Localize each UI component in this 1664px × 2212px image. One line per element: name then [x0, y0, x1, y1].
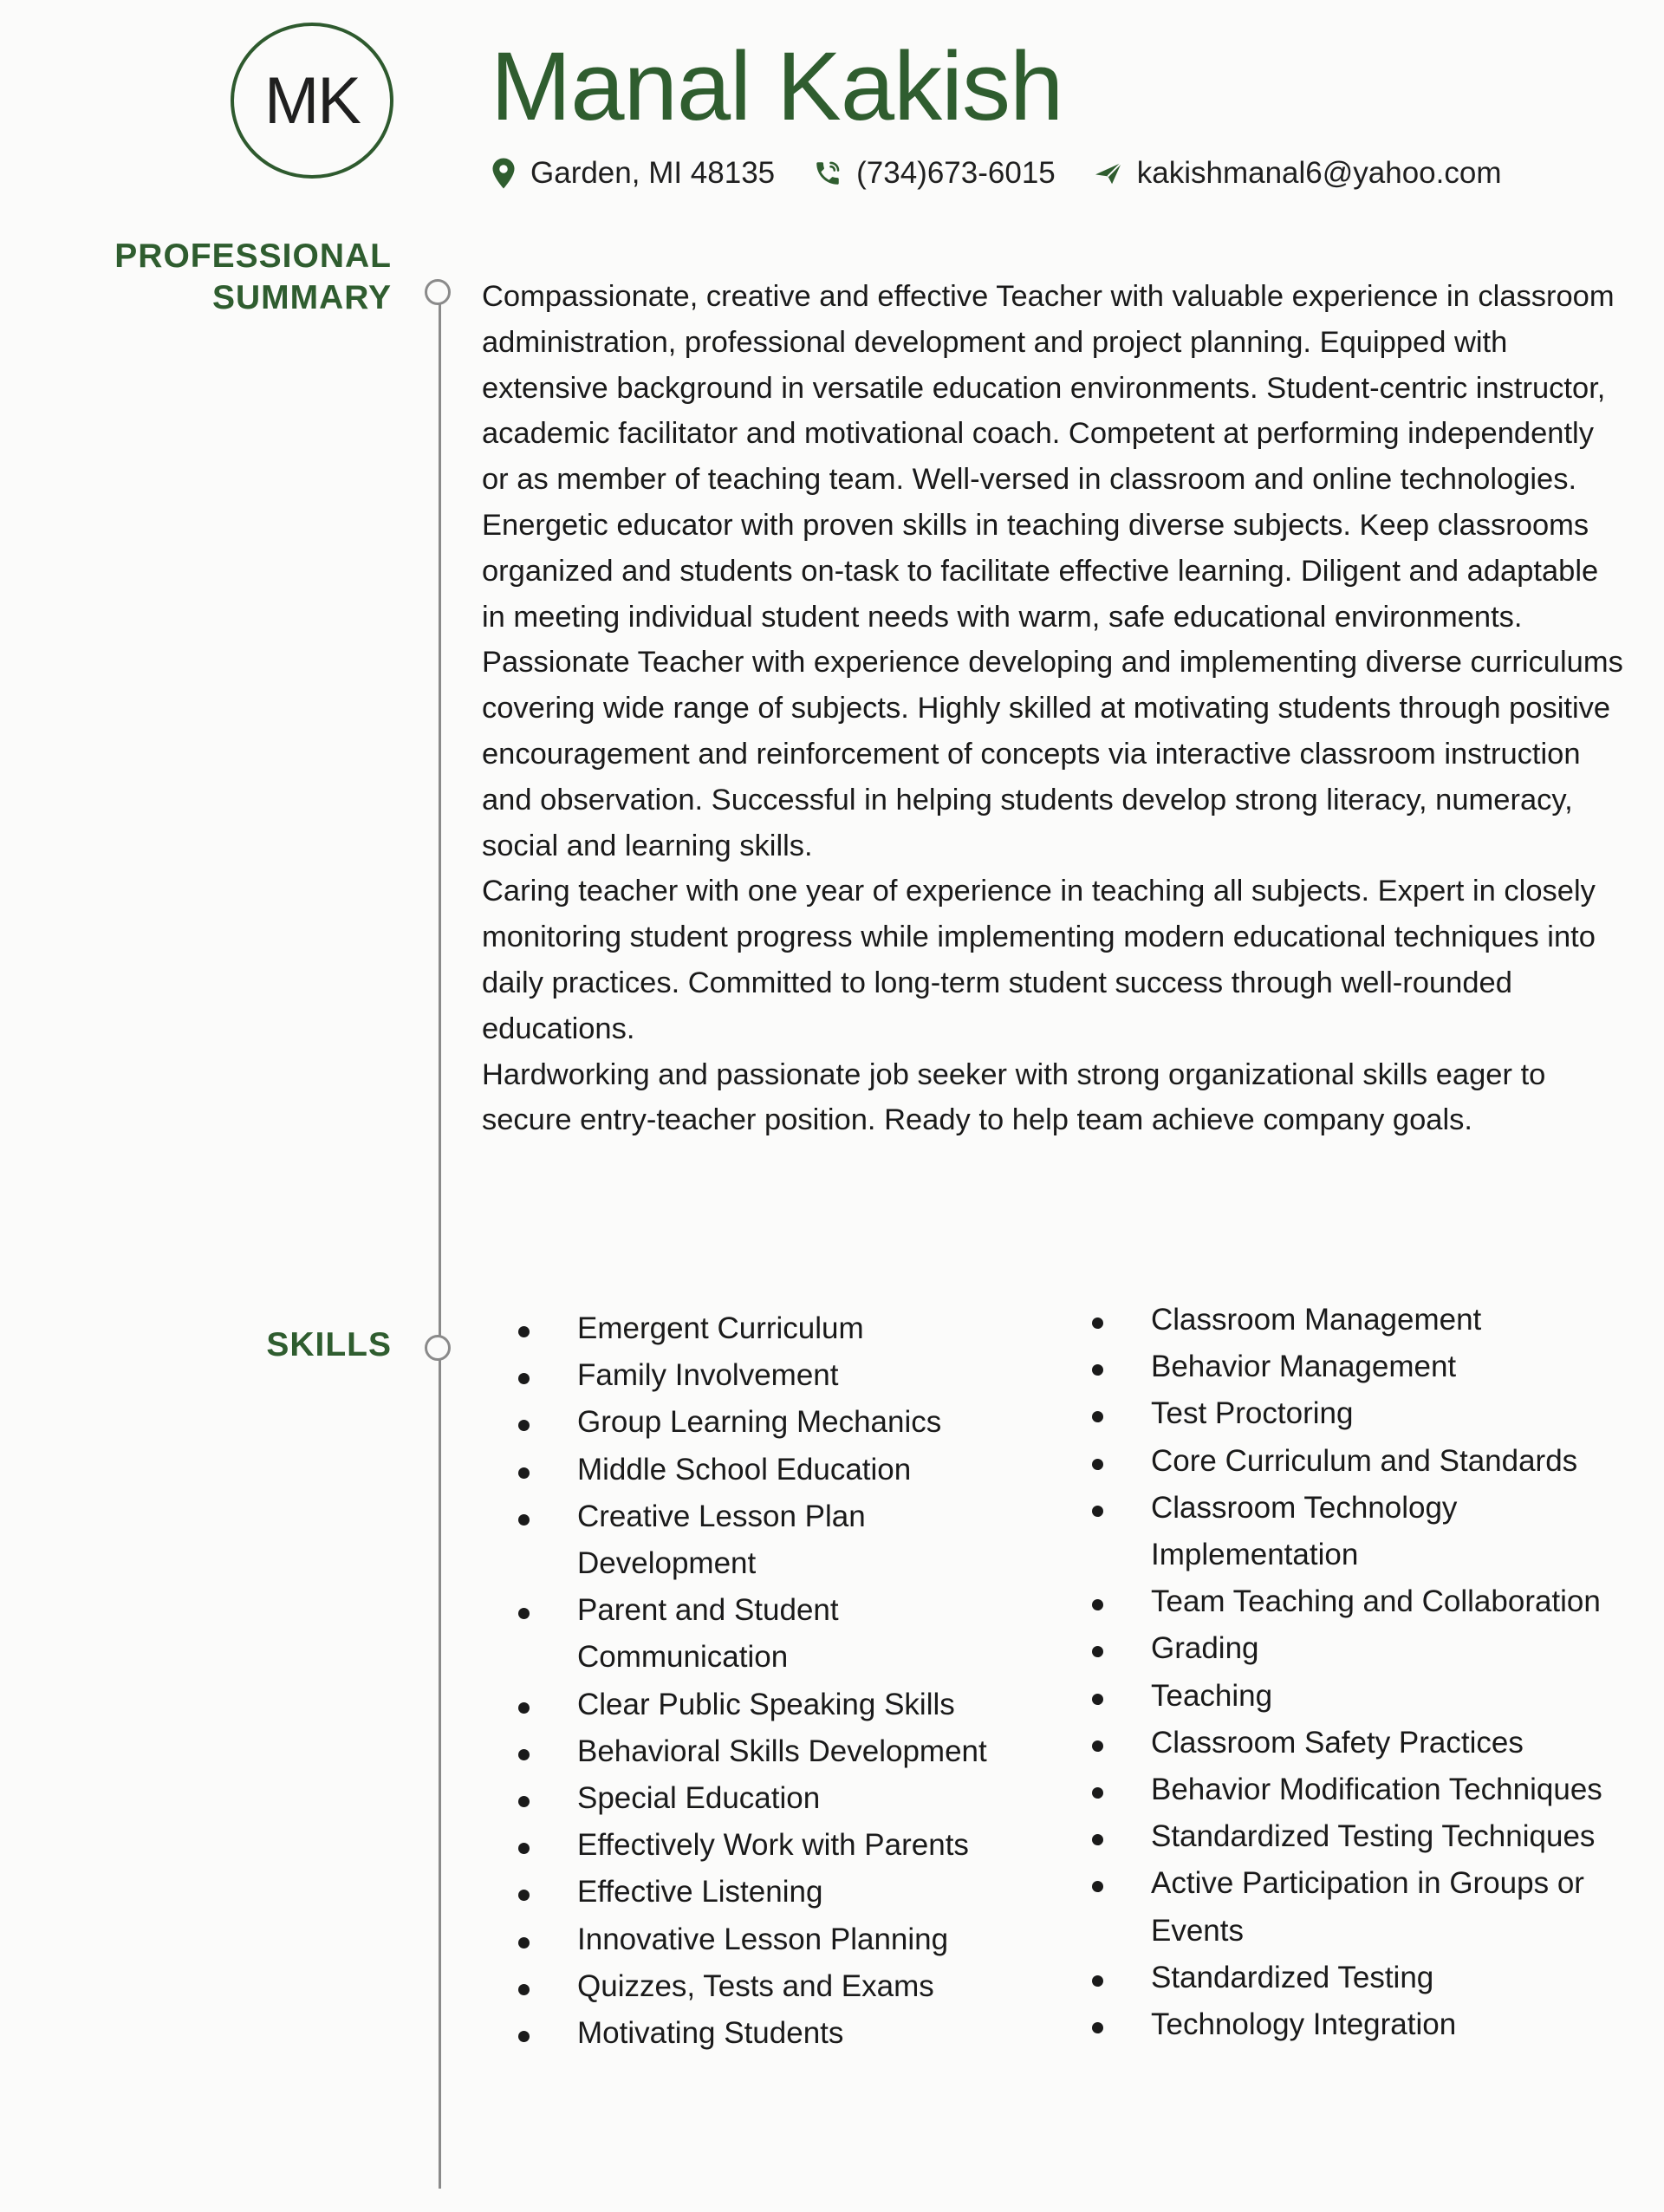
skill-item: Behavior Modification Techniques — [1089, 1766, 1643, 1813]
location-text: Garden, MI 48135 — [530, 156, 776, 190]
skill-item: Active Participation in Groups or Events — [1089, 1860, 1643, 1954]
skill-item: Parent and Student Communication — [515, 1587, 1052, 1681]
contact-row — [491, 156, 1540, 191]
skill-item: Core Curriculum and Standards — [1089, 1438, 1643, 1485]
skill-item: Standardized Testing Techniques — [1089, 1813, 1643, 1860]
skill-item: Classroom Technology Implementation — [1089, 1485, 1643, 1578]
skill-item: Test Proctoring — [1089, 1390, 1643, 1437]
summary-text — [482, 274, 1626, 1143]
contact-email — [1094, 156, 1502, 191]
skill-item: Standardized Testing — [1089, 1955, 1643, 2001]
skill-item: Classroom Safety Practices — [1089, 1720, 1643, 1766]
phone-icon — [813, 159, 842, 188]
send-icon — [1094, 160, 1123, 186]
professional-summary-heading — [62, 236, 392, 320]
skill-item: Technology Integration — [1089, 2001, 1643, 2048]
timeline-node-summary — [425, 279, 451, 305]
email-text: kakishmanal6@yahoo.com — [1136, 156, 1502, 190]
skill-item: Behavior Management — [1089, 1343, 1643, 1390]
skill-item: Quizzes, Tests and Exams — [515, 1963, 1052, 2010]
candidate-name: Manal Kakish — [491, 32, 1063, 140]
monogram-text: MK — [264, 63, 360, 138]
skill-item: Motivating Students — [515, 2010, 1052, 2057]
skill-item: Grading — [1089, 1625, 1643, 1672]
skill-item: Behavioral Skills Development — [515, 1728, 1052, 1775]
skills-list-right — [1089, 1297, 1643, 2048]
heading-line: SUMMARY — [211, 279, 392, 317]
skills-list-left — [515, 1305, 1052, 2057]
contact-location — [491, 156, 775, 191]
heading-line: PROFESSIONAL — [114, 237, 392, 275]
summary-paragraph: Energetic educator with proven skills in teaching diverse subjects. Keep classrooms organized and students on-task to facilitate effective learning. Diligent and adaptable in meeting individual student needs with warm, safe educational environments. — [482, 508, 1599, 634]
summary-paragraph: Hardworking and passionate job seeker with strong organizational skills eager to secure entry-teacher position. Ready to help team achieve company goals. — [482, 1057, 1546, 1137]
timeline-line — [439, 303, 441, 2189]
map-pin-icon — [491, 157, 517, 190]
skill-item: Classroom Management — [1089, 1297, 1643, 1343]
skill-item: Innovative Lesson Planning — [515, 1916, 1052, 1963]
phone-text: (734)673-6015 — [856, 156, 1056, 190]
summary-paragraph: Caring teacher with one year of experience in teaching all subjects. Expert in closely monitoring student progress while implementing modern educational techniques into daily practices. Committed to long-term student success through well-rounded educations. — [482, 875, 1596, 1045]
summary-paragraph: Compassionate, creative and effective Teacher with valuable experience in classroom administration, professional development and project planning. Equipped with extensive background in versatile education environments. Student-centric instructor, academic facilitator and motivational coach. Competent at performing independently or as member of teaching team. Well-versed in classroom and online technologies. — [482, 280, 1615, 497]
skill-item: Effective Listening — [515, 1869, 1052, 1916]
skill-item: Clear Public Speaking Skills — [515, 1682, 1052, 1728]
skill-item: Teaching — [1089, 1673, 1643, 1720]
skill-item: Emergent Curriculum — [515, 1305, 1052, 1352]
skill-item: Group Learning Mechanics — [515, 1399, 1052, 1446]
skill-item: Creative Lesson Plan Development — [515, 1493, 1052, 1587]
monogram-badge — [231, 23, 393, 179]
skill-item: Family Involvement — [515, 1352, 1052, 1399]
skills-heading: SKILLS — [266, 1326, 392, 1363]
timeline-node-skills — [425, 1335, 451, 1361]
skill-item: Special Education — [515, 1775, 1052, 1822]
skill-item: Middle School Education — [515, 1447, 1052, 1493]
summary-paragraph: Passionate Teacher with experience developing and implementing diverse curriculums covering wide range of subjects. Highly skilled at motivating students through positive encouragement and reinforcement of concepts via interactive classroom instruction and observation. Successful in helping students develop strong literacy, numeracy, social and learning skills. — [482, 646, 1623, 862]
contact-phone — [813, 156, 1056, 191]
skill-item: Effectively Work with Parents — [515, 1822, 1052, 1869]
skill-item: Team Teaching and Collaboration — [1089, 1578, 1643, 1625]
